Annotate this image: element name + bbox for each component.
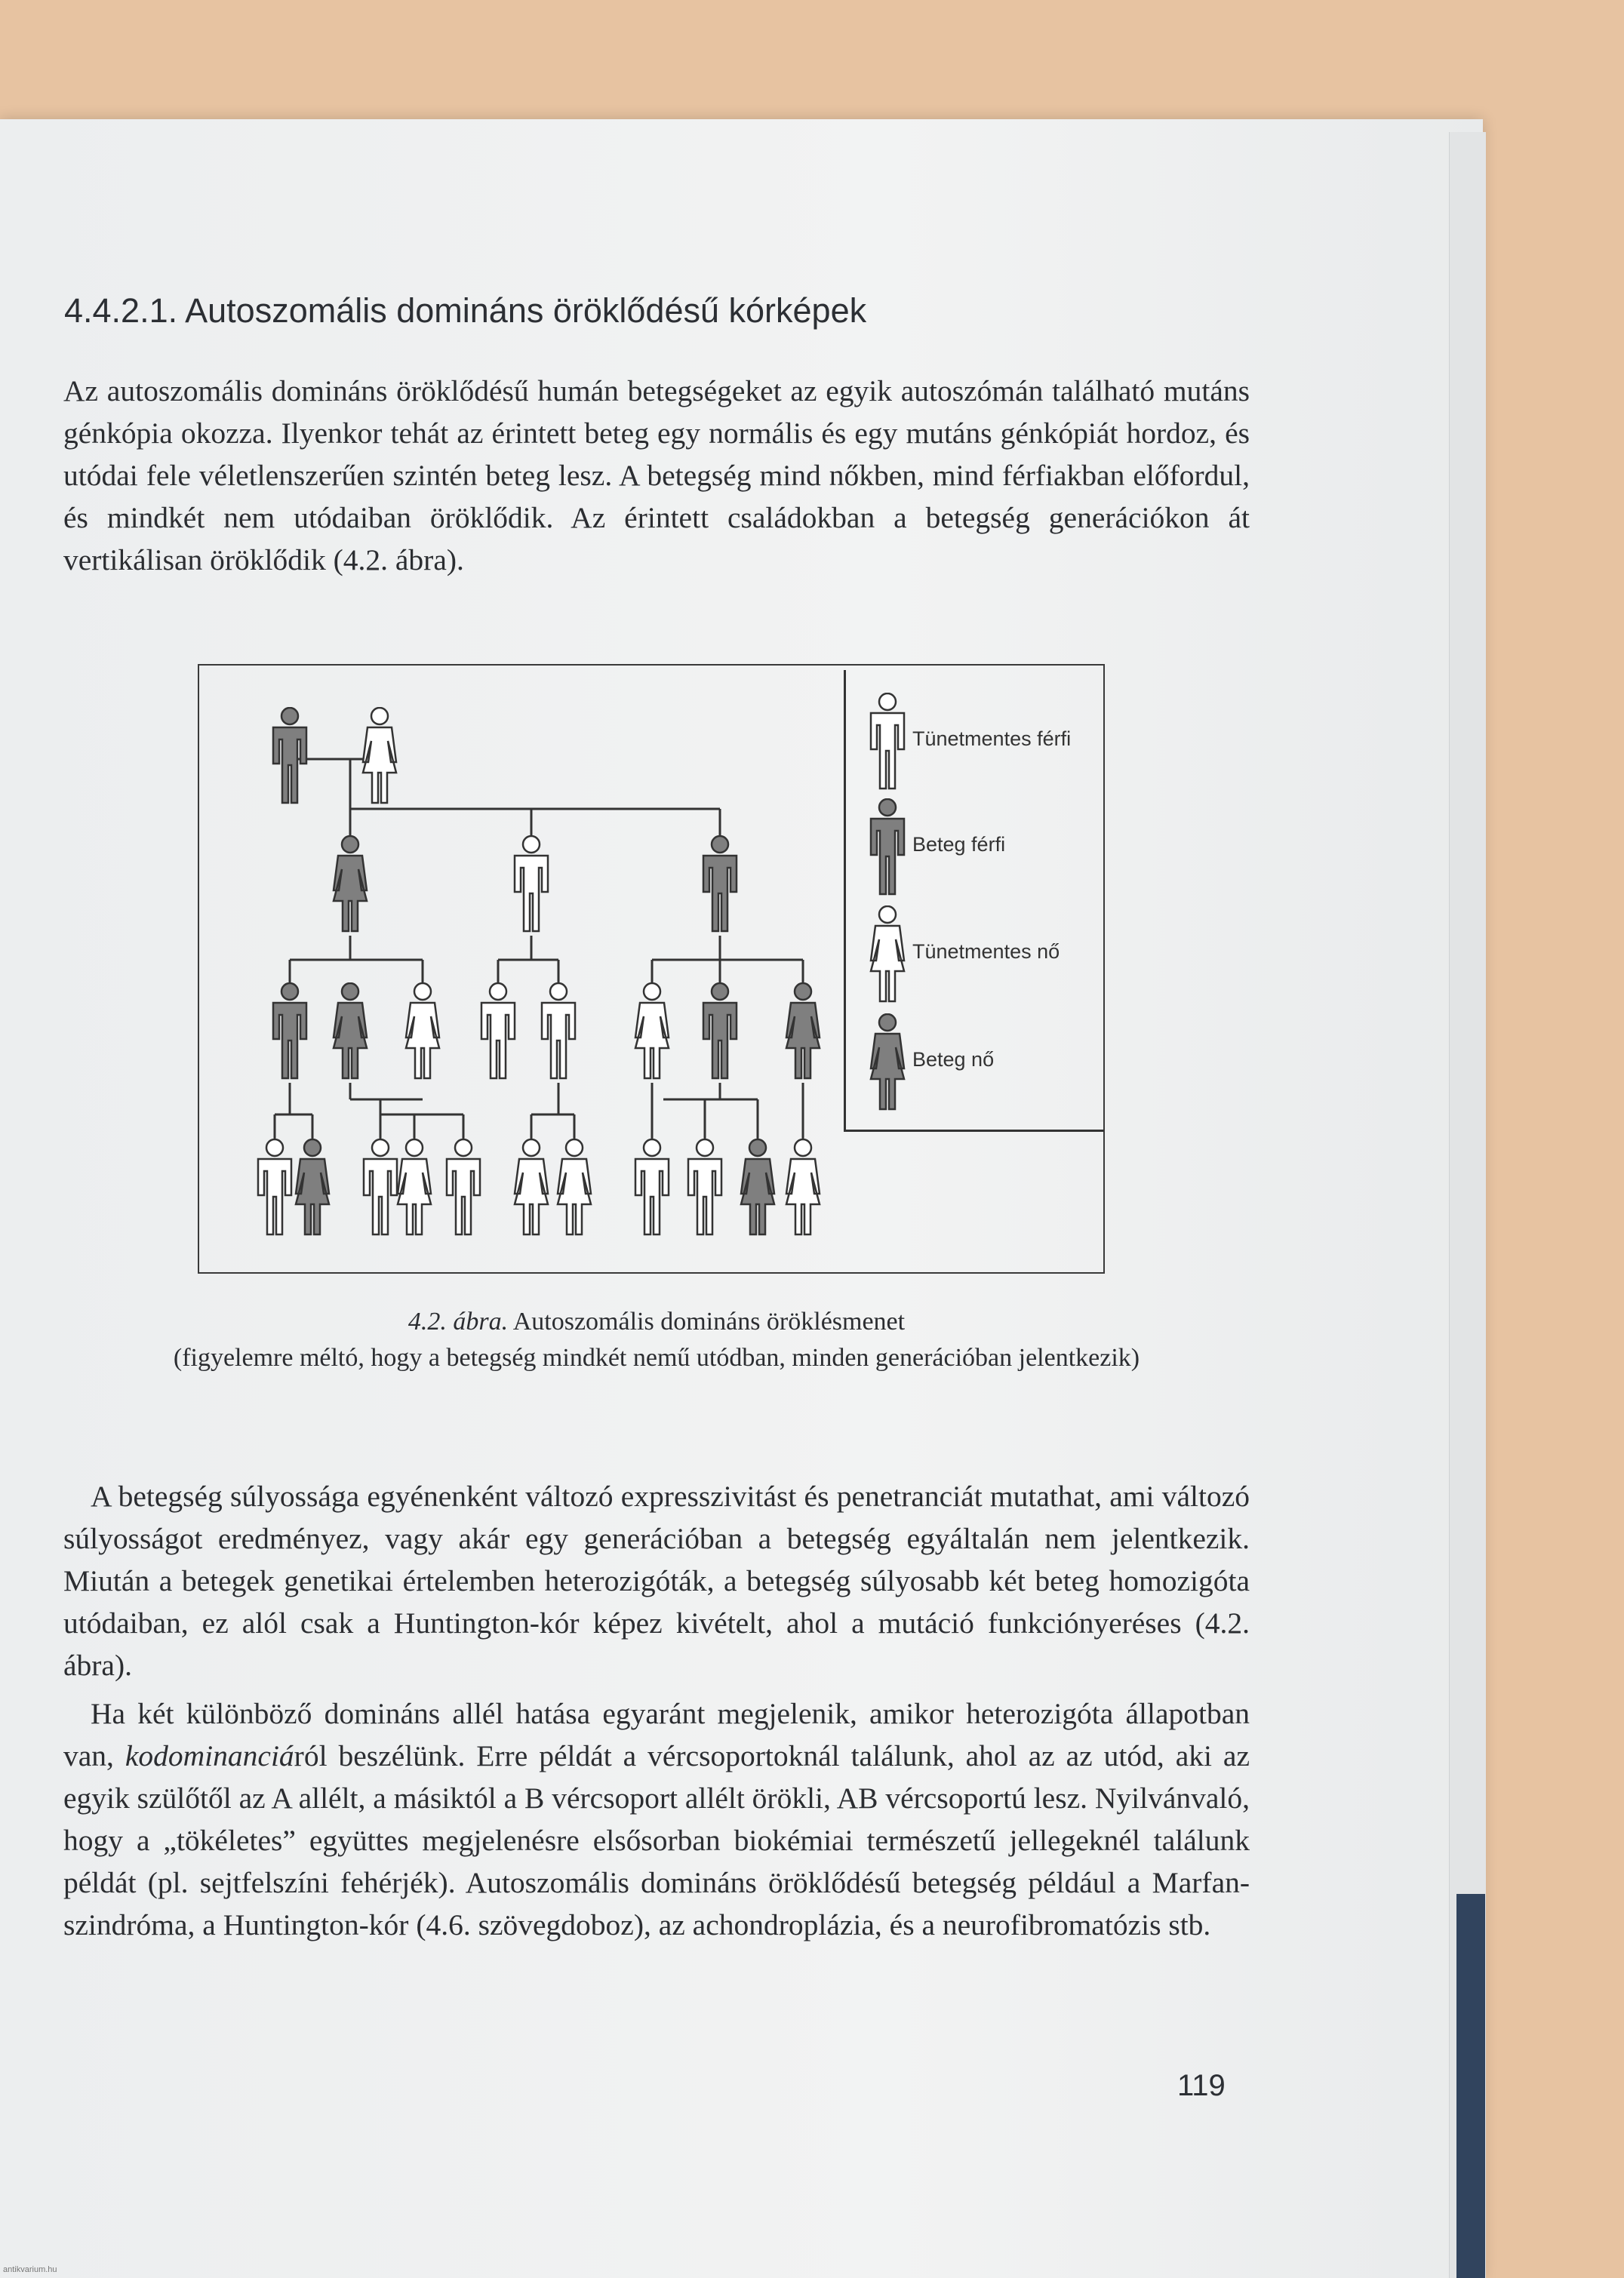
healthy-female-gen4	[786, 1139, 820, 1234]
healthy-male-gen2	[515, 836, 548, 931]
healthy-female-icon	[869, 905, 906, 1004]
affected-male-gen1	[273, 708, 306, 803]
affected-female-gen3	[334, 983, 367, 1078]
affected-female-icon	[869, 1013, 906, 1111]
affected-female-gen3	[786, 983, 820, 1078]
affected-male-gen3	[703, 983, 737, 1078]
legend-label: Beteg férfi	[912, 833, 1006, 856]
healthy-female-gen4	[515, 1139, 548, 1234]
healthy-male-icon	[869, 693, 906, 791]
caption-title: Autoszomális domináns öröklésmenet	[512, 1308, 906, 1336]
book-cover-edge	[1456, 1894, 1485, 2278]
caption-label: 4.2. ábra.	[408, 1308, 509, 1336]
legend-label: Tünetmentes nő	[912, 940, 1060, 963]
legend-label: Tünetmentes férfi	[912, 727, 1072, 750]
page-number: 119	[1177, 2069, 1226, 2102]
healthy-female-gen4	[558, 1139, 591, 1234]
pedigree-lines	[275, 759, 803, 1150]
healthy-female-gen3	[406, 983, 439, 1078]
affected-female-gen4	[296, 1139, 329, 1234]
healthy-male-gen4	[635, 1139, 669, 1234]
pedigree-legend	[844, 670, 1104, 1132]
healthy-male-gen4	[447, 1139, 480, 1234]
figure-caption	[0, 1308, 1313, 1336]
paragraph-text: ról beszélünk. Erre példát a vércsoportoknál találunk, ahol az az utód, aki az egyik szülőtől az A allélt, a másiktól a B vércsoport allélt örökli, AB vércsoportú lesz. Nyilvánvaló, hogy a „tökéletes” együttes megjelenésre elsősorban biokémiai természetű jellegeknél találunk példát (pl. sejtfelszíni fehérjék). Autoszomális domináns öröklődésű betegség például a Marfan-szindróma, a Huntington-kór (4.6. szövegdoboz), az achondroplázia, és a neurofibromatózis stb.	[63, 1739, 1250, 1941]
healthy-male-gen4	[364, 1139, 397, 1234]
affected-male-icon	[869, 798, 906, 896]
paragraph-expressivity: A betegség súlyossága egyénenként változó expresszivitást és penetranciát mutathat, ami változó súlyosságot eredményez, vagy akár egy generációban a betegség egyáltalán nem jelentkezik. Miután a betegek genetikai értelemben heterozigóták, a betegség súlyosabb két beteg homozigóta utódaiban, ez alól csak a Huntington-kór képez kivételt, ahol a mutáció funkciónyeréses (4.2. ábra).	[63, 1480, 1250, 1682]
healthy-female-gen1	[363, 708, 396, 803]
legend-healthy-female	[869, 905, 1103, 1004]
affected-female-gen4	[741, 1139, 774, 1234]
healthy-male-gen3	[542, 983, 575, 1078]
section-heading: 4.4.2.1. Autoszomális domináns öröklődésű kórképek	[64, 291, 867, 330]
watermark: antikvarium.hu	[3, 2265, 57, 2274]
affected-male-gen3	[273, 983, 306, 1078]
paragraph-codominance	[63, 1692, 1250, 1946]
figure-caption-note: (figyelemre méltó, hogy a betegség mindkét nemű utódban, minden generációban jelentkezik)	[173, 1344, 1140, 1372]
healthy-male-gen4	[688, 1139, 721, 1234]
legend-affected-male	[869, 798, 1103, 896]
legend-affected-female	[869, 1013, 1103, 1111]
healthy-male-gen3	[481, 983, 515, 1078]
affected-male-gen2	[703, 836, 737, 931]
legend-label: Beteg nő	[912, 1048, 995, 1071]
italic-term: kodominanciá	[125, 1739, 294, 1772]
healthy-male-gen4	[258, 1139, 291, 1234]
paragraph-text: Ha két különböző domináns allél hatása egyaránt megjelenik, amikor heterozigóta állapotban van,	[63, 1697, 1250, 1772]
paragraph-intro: Az autoszomális domináns öröklődésű humán betegségeket az egyik autoszómán található mutáns génkópia okozza. Ilyenkor tehát az érintett beteg egy normális és egy mutáns génkópiát hordoz, és utódai fele véletlenszerűen szintén beteg lesz. A betegség mind nőkben, mind férfiakban előfordul, és mindkét nem utódaiban öröklődik. Az érintett családokban a betegség generációkon át vertikálisan öröklődik (4.2. ábra).	[63, 374, 1250, 576]
legend-healthy-male	[869, 693, 1103, 791]
affected-female-gen2	[334, 836, 367, 931]
healthy-female-gen3	[635, 983, 669, 1078]
healthy-female-gen4	[398, 1139, 431, 1234]
